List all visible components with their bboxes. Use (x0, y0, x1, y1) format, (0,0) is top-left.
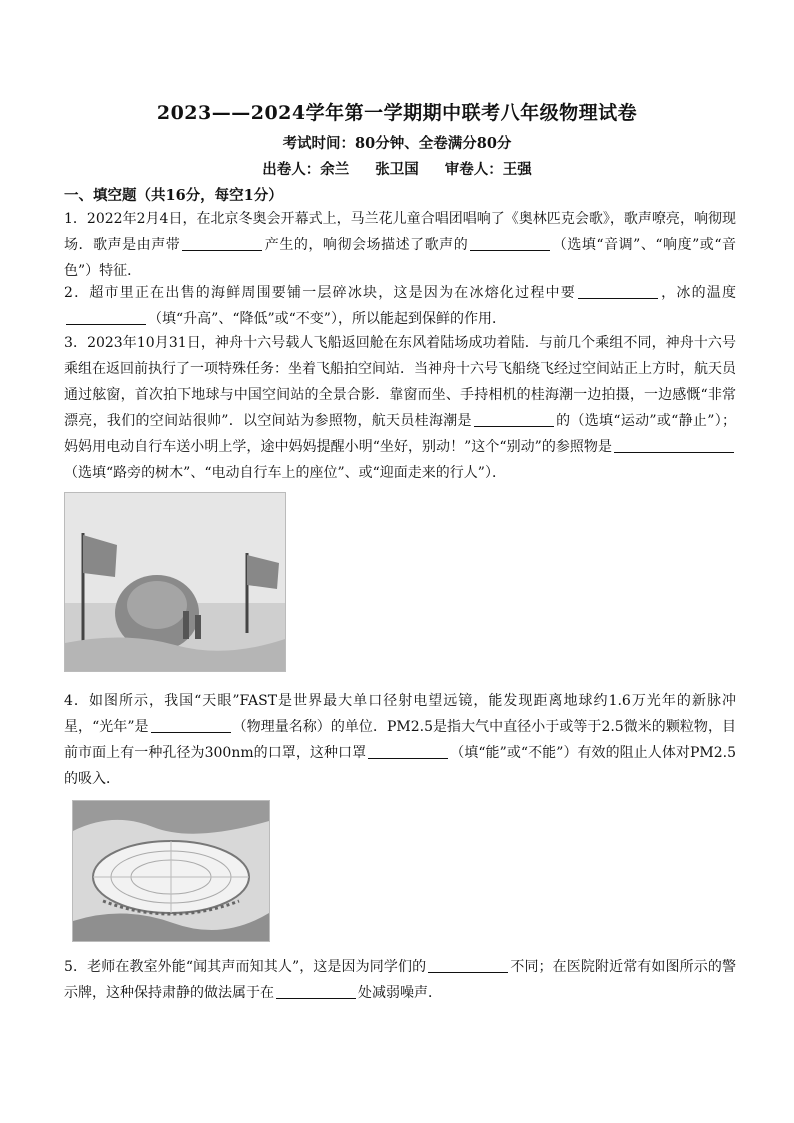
q4-text-1: 4．如图所示，我国“天眼”FAST是世界最大单口径射电望远镜，能发现距离地球约1.6万光年的新脉冲星，“光年”是 (64, 693, 736, 735)
q5-blank-1[interactable] (428, 958, 508, 973)
q2-blank-2[interactable] (66, 310, 146, 325)
q4-blank-2[interactable] (368, 744, 448, 759)
section-heading: 一、填空题（共16分，每空1分） (64, 187, 283, 204)
q4-text-2: （物理量名称）的单位．PM2.5是指大气中直径小于或等于2.5微米的颗粒物，目前市面上有一种孔径为300nm的口罩，这种口罩 (64, 719, 736, 761)
q3-blank-2[interactable] (614, 438, 734, 453)
exam-authors (0, 158, 794, 179)
question-1 (64, 206, 736, 284)
q1-text-1: 1．2022年2月4日，在北京冬奥会开幕式上，马兰花儿童合唱团唱响了《奥林匹克会歌》，歌声嘹亮，响彻现场．歌声是由声带 (64, 211, 736, 253)
exam-title: 2023——2024学年第一学期期中联考八年级物理试卷 (156, 102, 638, 124)
q2-text-1: 2．超市里正在出售的海鲜周围要铺一层碎冰块，这是因为在冰熔化过程中要 (64, 285, 576, 301)
q2-text-3: （填“升高”、“降低”或“不变”），所以能起到保鲜的作用． (148, 311, 506, 327)
q5-text-2: 不同；在医院附近常有如图所示的警示牌，这种保持肃静的做法属于在 (64, 959, 736, 1001)
q3-text-2: 的（选填“运动”或“静止”）；妈妈用电动自行车送小明上学，途中妈妈提醒小明“坐好，别动！”这个“别动”的参照物是 (64, 413, 736, 455)
exam-info: 考试时间：80分钟、全卷满分80分 (282, 135, 512, 152)
q1-text-3: （选填“音调”、“响度”或“音色”）特征． (64, 237, 737, 279)
question-5 (64, 954, 736, 1006)
fast-telescope-photo-icon (73, 801, 269, 941)
landing-site-photo (64, 492, 286, 672)
fast-telescope-photo (72, 800, 270, 942)
q4-text-3: （填“能”或“不能”）有效的阻止人体对PM2.5的吸入． (64, 745, 736, 787)
q3-blank-1[interactable] (474, 412, 554, 427)
q3-text-1: 3．2023年10月31日，神舟十六号载人飞船返回舱在东风着陆场成功着陆．与前几个乘组不同，神舟十六号乘组在返回前执行了一项特殊任务：坐着飞船拍空间站．当神舟十六号飞船绕飞经过空间站正上方时，航天员通过舷窗，首次拍下地球与中国空间站的全景合影．靠窗而坐、手持相机的桂海潮一边拍摄，一边感慨“非常漂亮，我们的空间站很帅”．以空间站为参照物，航天员桂海潮是 (64, 335, 736, 429)
q1-text-2: 产生的，响彻会场描述了歌声的 (264, 237, 469, 253)
q2-text-2: ，冰的温度 (659, 285, 737, 301)
q4-blank-1[interactable] (151, 718, 231, 733)
reviewer-label: 审卷人：王强 (444, 161, 532, 178)
q3-text-3: （选填“路旁的树木”、“电动自行车上的座位”、或“迎面走来的行人”）． (64, 465, 506, 481)
setter-second: 张卫国 (375, 161, 419, 178)
question-2 (64, 280, 736, 332)
question-3 (64, 330, 736, 486)
q2-blank-1[interactable] (578, 284, 658, 299)
q5-blank-2[interactable] (276, 984, 356, 999)
q1-blank-1[interactable] (182, 236, 262, 251)
q5-text-3: 处减弱噪声． (358, 985, 442, 1001)
question-4 (64, 688, 736, 792)
setter-label: 出卷人：余兰 (262, 161, 350, 178)
landing-site-photo-icon (65, 493, 285, 671)
q1-blank-2[interactable] (470, 236, 550, 251)
q5-text-1: 5．老师在教室外能“闻其声而知其人”，这是因为同学们的 (64, 959, 427, 975)
